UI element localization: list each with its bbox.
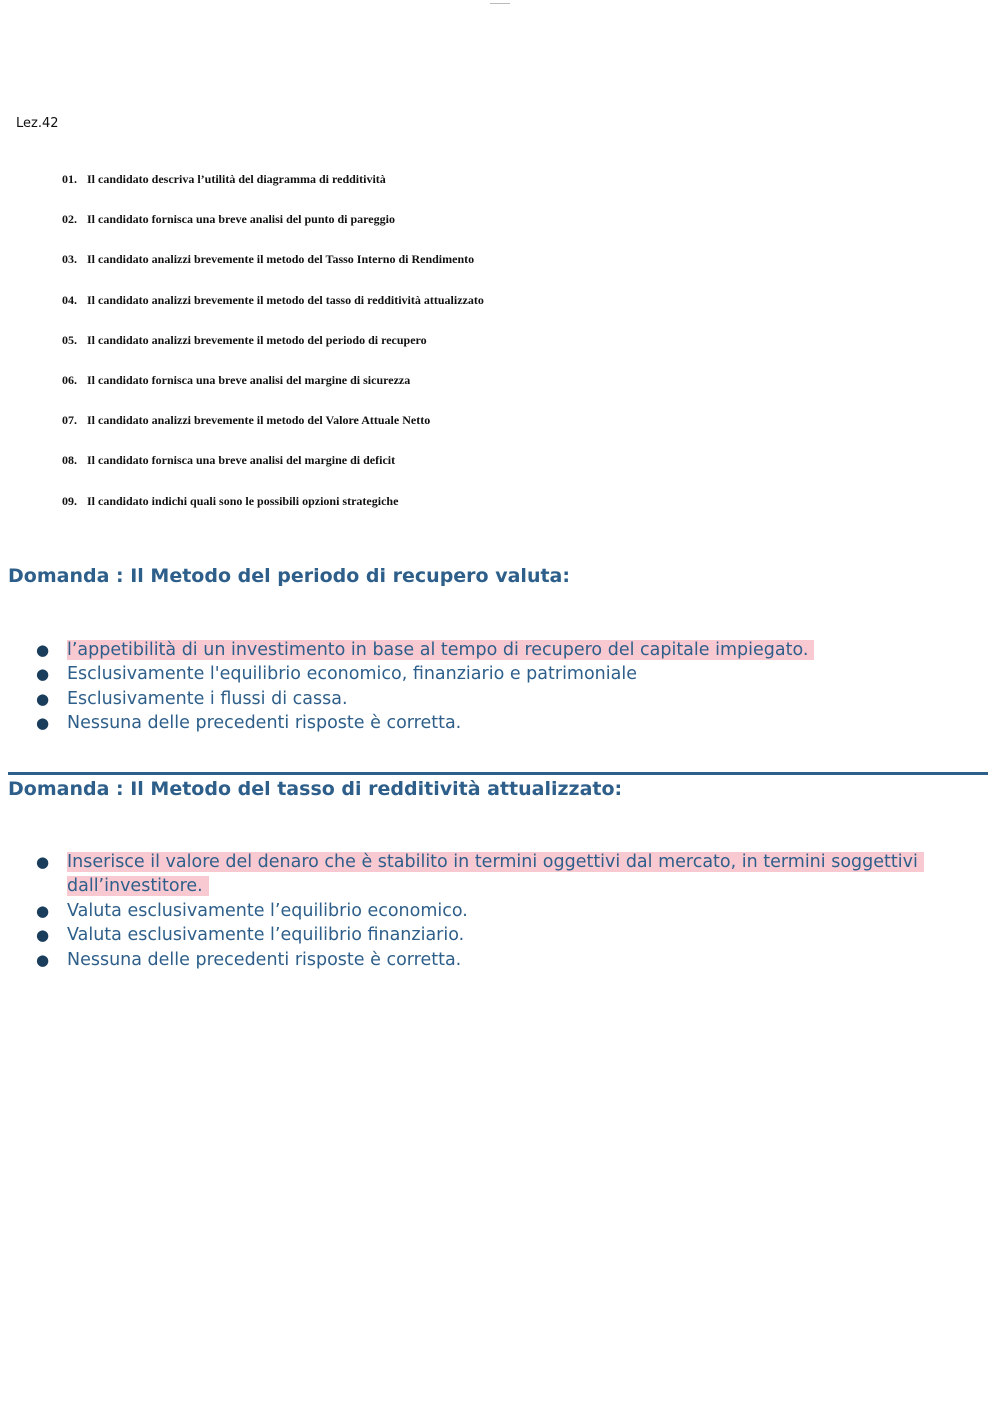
- answer-option: [36, 850, 936, 899]
- answer-option: [36, 948, 936, 972]
- answer-text: Esclusivamente i flussi di cassa.: [67, 688, 348, 709]
- answer-option: [36, 638, 814, 662]
- question-text: Il candidato analizzi brevemente il metodo del Valore Attuale Netto: [87, 413, 431, 428]
- question-number: 04.: [62, 292, 77, 307]
- question-text: Il candidato indichi quali sono le possibili opzioni strategiche: [87, 493, 399, 508]
- question-item: [62, 212, 484, 252]
- question-number: 02.: [62, 212, 77, 227]
- question-text: Il candidato fornisca una breve analisi del punto di pareggio: [87, 212, 395, 227]
- answer-text: Nessuna delle precedenti risposte è corretta.: [67, 713, 462, 734]
- question-number: 07.: [62, 413, 77, 428]
- question-list: [62, 172, 484, 534]
- question-item: [62, 252, 484, 292]
- question-text: Il candidato fornisca una breve analisi del margine di deficit: [87, 453, 396, 468]
- question-text: Il candidato analizzi brevemente il metodo del tasso di redditività attualizzato: [87, 292, 484, 307]
- bullet-icon: ●: [36, 689, 50, 708]
- question-item: [62, 413, 484, 453]
- question-item: [62, 373, 484, 413]
- question-text: Il candidato analizzi brevemente il metodo del periodo di recupero: [87, 332, 427, 347]
- question-item: [62, 293, 484, 333]
- answer-list: [36, 850, 936, 972]
- question-number: 08.: [62, 453, 77, 468]
- question-text: Il candidato analizzi brevemente il metodo del Tasso Interno di Rendimento: [87, 252, 475, 267]
- answer-list: [36, 638, 814, 736]
- question-item: [62, 172, 484, 212]
- bullet-icon: ●: [36, 714, 50, 733]
- page-top-mark: [490, 0, 510, 4]
- question-number: 05.: [62, 332, 77, 347]
- domanda-title: Domanda : Il Metodo del tasso di redditività attualizzato:: [8, 778, 623, 800]
- question-number: 03.: [62, 252, 77, 267]
- question-number: 09.: [62, 493, 77, 508]
- question-item: [62, 333, 484, 373]
- question-item: [62, 453, 484, 493]
- question-text: Il candidato descriva l’utilità del diagramma di redditività: [87, 172, 386, 186]
- bullet-icon: ●: [36, 665, 50, 684]
- answer-text: Esclusivamente l'equilibrio economico, finanziario e patrimoniale: [67, 664, 637, 685]
- domanda-title: Domanda : Il Metodo del periodo di recupero valuta:: [8, 565, 570, 587]
- lesson-label: Lez.42: [16, 116, 59, 131]
- bullet-icon: ●: [36, 926, 50, 945]
- answer-option: [36, 923, 936, 947]
- answer-option: [36, 687, 814, 711]
- question-item: [62, 494, 484, 534]
- answer-option: [36, 899, 936, 923]
- answer-option: [36, 662, 814, 686]
- bullet-icon: ●: [36, 950, 50, 969]
- question-number: 06.: [62, 372, 77, 387]
- section-divider: [8, 772, 988, 775]
- answer-text: Valuta esclusivamente l’equilibrio finanziario.: [67, 925, 465, 946]
- answer-text: Nessuna delle precedenti risposte è corretta.: [67, 949, 462, 970]
- question-text: Il candidato fornisca una breve analisi del margine di sicurezza: [87, 372, 411, 387]
- bullet-icon: ●: [36, 901, 50, 920]
- answer-text: Valuta esclusivamente l’equilibrio economico.: [67, 900, 468, 921]
- question-number: 01.: [62, 172, 77, 186]
- answer-text-correct: Inserisce il valore del denaro che è stabilito in termini oggettivi dal mercato, in termini soggettivi dall’investitore.: [67, 852, 924, 896]
- bullet-icon: ●: [36, 641, 50, 659]
- answer-text-correct: l’appetibilità di un investimento in base al tempo di recupero del capitale impiegato.: [67, 640, 814, 660]
- answer-option: [36, 711, 814, 735]
- bullet-icon: ●: [36, 853, 50, 871]
